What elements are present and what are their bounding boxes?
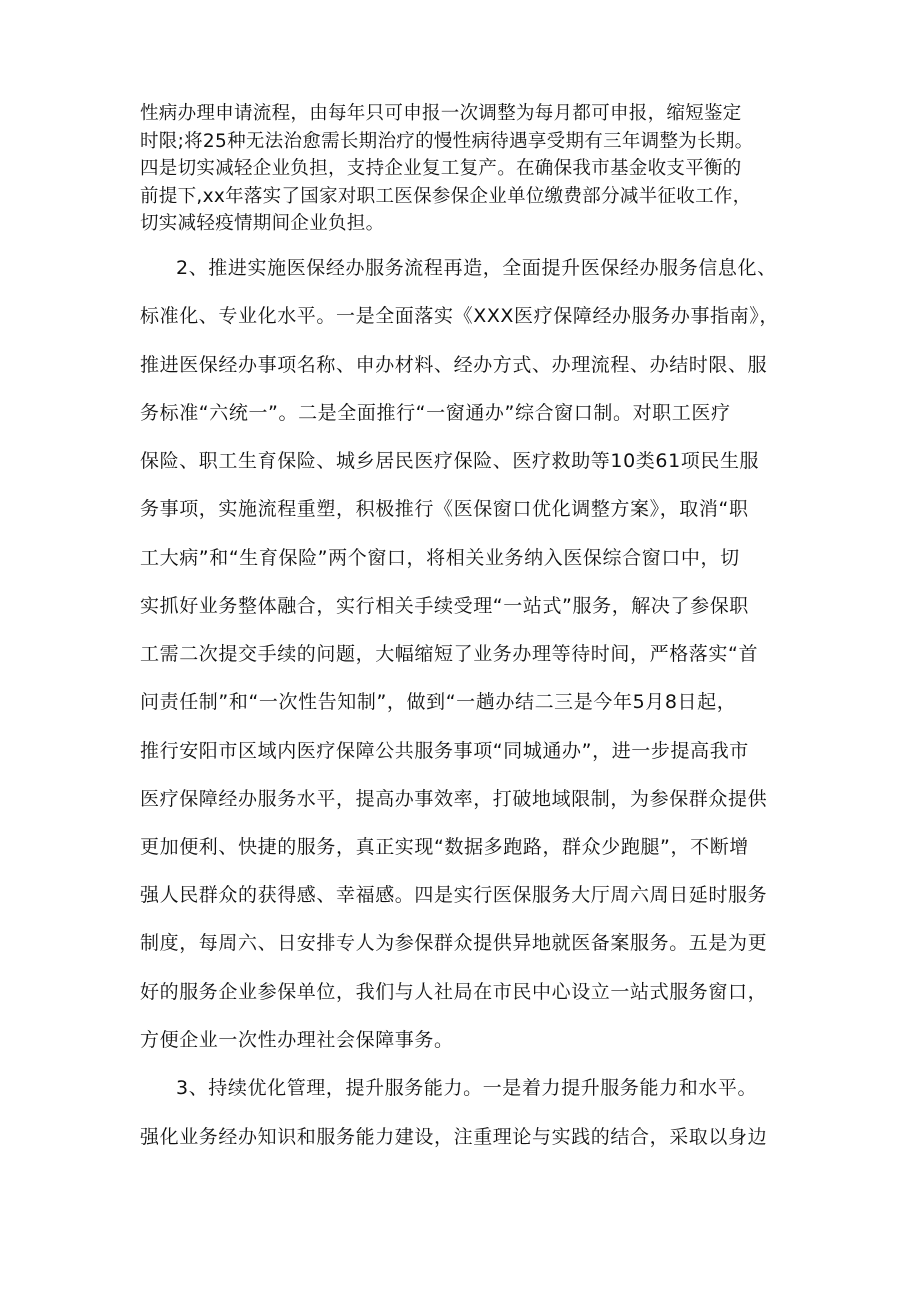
- text-line: 好的服务企业参保单位，我们与人社局在市民中心设立一站式服务窗口，: [140, 981, 768, 1003]
- text-line: 方便企业一次性办理社会保障事务。: [140, 1029, 454, 1051]
- text-line: 标准化、专业化水平。一是全面落实《XXX医疗保障经办服务办事指南》，: [140, 305, 779, 327]
- text-line: 四是切实减轻企业负担，支持企业复工复产。在确保我市基金收支平衡的: [140, 158, 742, 179]
- text-line: 更加便利、快捷的服务，真正实现“数据多跑路，群众少跑腿”，不断增: [140, 836, 749, 858]
- text-line: 强人民群众的获得感、幸福感。四是实行医保服务大厅周六周日延时服务: [140, 884, 768, 906]
- text-line: 务事项，实施流程重塑，积极推行《医保窗口优化调整方案》，取消“职: [140, 498, 749, 520]
- text-line: 制度，每周六、日安排专人为参保群众提供异地就医备案服务。五是为更: [140, 932, 768, 954]
- text-line: 推进医保经办事项名称、申办材料、经办方式、办理流程、办结时限、服: [140, 354, 768, 376]
- text-line: 问责任制”和“一次性告知制”，做到“一趟办结二三是今年5月8日起，: [140, 691, 737, 713]
- text-line: 推行安阳市区域内医疗保障公共服务事项“同城通办”，进一步提高我市: [140, 740, 749, 762]
- text-line: 实抓好业务整体融合，实行相关手续受理“一站式”服务，解决了参保职: [140, 595, 749, 617]
- text-line: 前提下,xx年落实了国家对职工医保参保企业单位缴费部分减半征收工作，: [140, 186, 752, 207]
- text-line: 时限;将25种无法治愈需长期治疗的慢性病待遇享受期有三年调整为长期。: [140, 131, 754, 152]
- text-line: 工需二次提交手续的问题，大幅缩短了业务办理等待时间，严格落实“首: [140, 643, 759, 665]
- text-line: 工大病”和“生育保险”两个窗口，将相关业务纳入医保综合窗口中，切: [140, 547, 740, 569]
- text-line: 切实减轻疫情期间企业负担。: [140, 213, 385, 234]
- text-line: 强化业务经办知识和服务能力建设，注重理论与实践的结合，采取以身边: [140, 1126, 768, 1148]
- text-line: 性病办理申请流程，由每年只可申报一次调整为每月都可申报，缩短鉴定: [140, 103, 742, 124]
- text-line: 医疗保障经办服务水平，提高办事效率，打破地域限制，为参保群众提供: [140, 788, 768, 810]
- text-line: 务标准“六统一”。二是全面推行“一窗通办”综合窗口制。对职工医疗: [140, 402, 731, 424]
- text-line: 2、推进实施医保经办服务流程再造，全面提升医保经办服务信息化、: [176, 257, 777, 279]
- text-line: 3、持续优化管理，提升服务能力。一是着力提升服务能力和水平。: [176, 1077, 758, 1099]
- text-line: 保险、职工生育保险、城乡居民医疗保险、医疗救助等10类61项民生服: [140, 450, 760, 472]
